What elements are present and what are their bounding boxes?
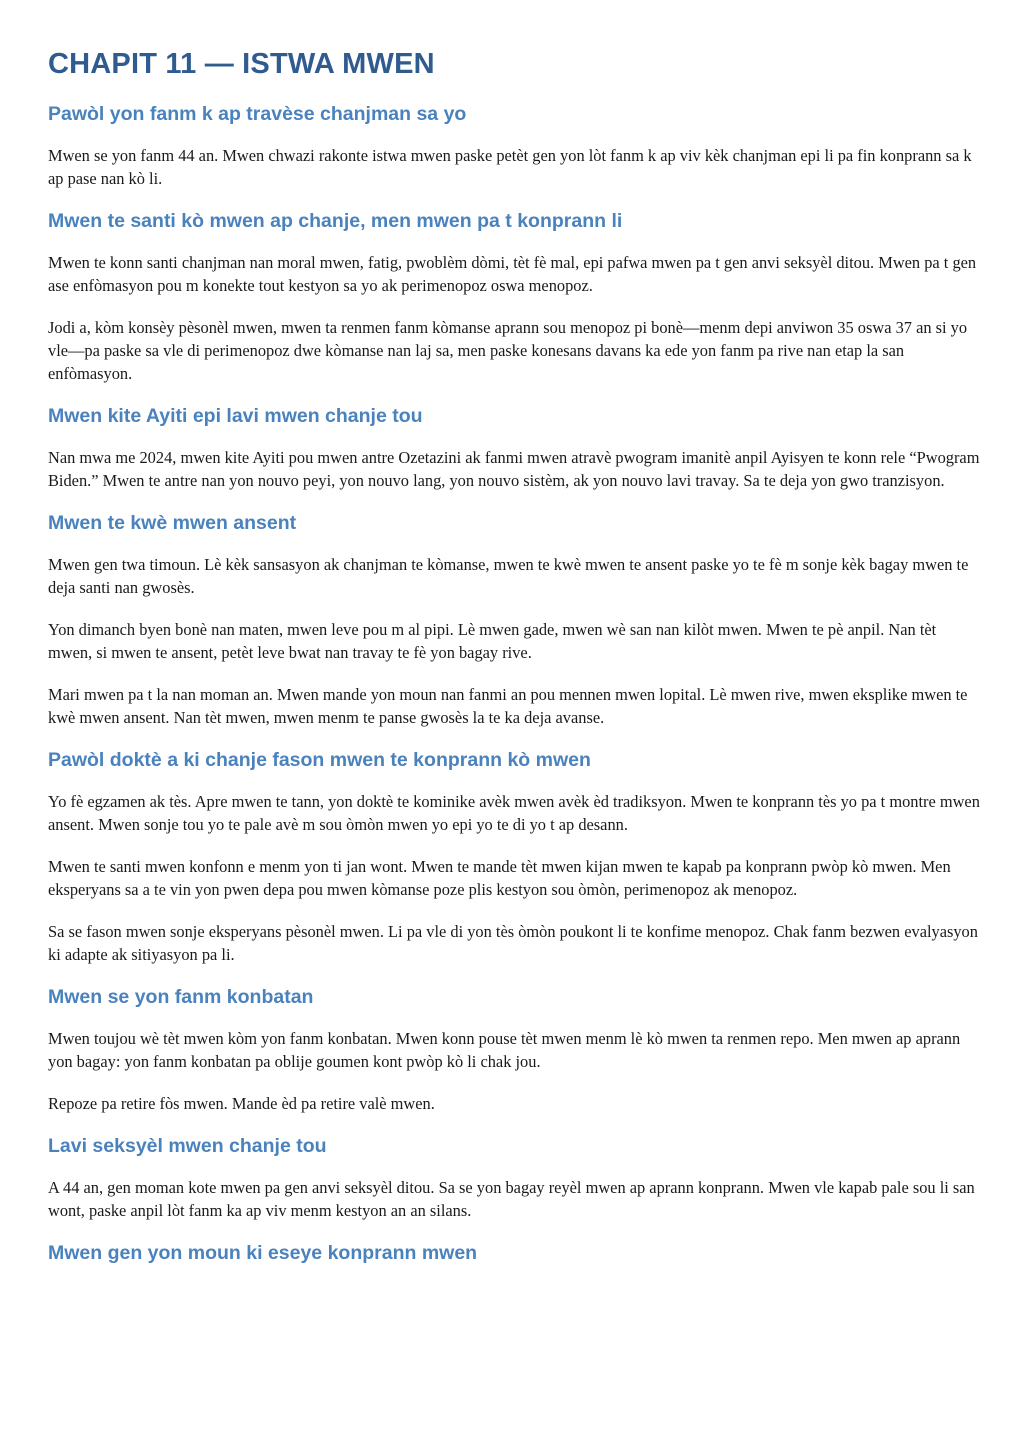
- paragraph: Yon dimanch byen bonè nan maten, mwen leve pou m al pipi. Lè mwen gade, mwen wè san nan kilòt mwen. Mwen te pè anpil. Nan tèt mwen, si mwen te ansent, petèt leve bwat nan travay te fè yon bagay rive.: [48, 620, 937, 662]
- paragraph: Mwen te santi mwen konfonn e menm yon ti jan wont. Mwen te mande tèt mwen kijan mwen te kapab pa konprann pwòp kò mwen. Men eksperyans sa a te vin yon pwen depa pou mwen kòmanse poze plis kestyon sou òmòn, perimenopoz ak menopoz.: [48, 857, 951, 899]
- section-heading-3: Mwen kite Ayiti epi lavi mwen chanje tou: [48, 405, 423, 427]
- section-heading-7: Lavi seksyèl mwen chanje tou: [48, 1135, 327, 1157]
- paragraph: Jodi a, kòm konsèy pèsonèl mwen, mwen ta renmen fanm kòmanse aprann sou menopoz pi bonè—menm depi anviwon 35 oswa 37 an si yo vle—pa paske sa vle di perimenopoz dwe kòmanse nan laj sa, men paske konesans davans ka ede yon fanm pa rive nan etap la san enfòmasyon.: [48, 318, 968, 383]
- paragraph: Mwen toujou wè tèt mwen kòm yon fanm konbatan. Mwen konn pouse tèt mwen menm lè kò mwen ta renmen repo. Men mwen ap aprann yon bagay: yon fanm konbatan pa oblije goumen kont pwòp kò li chak jou.: [48, 1029, 961, 1071]
- section-heading-1: Pawòl yon fanm k ap travèse chanjman sa yo: [48, 103, 467, 125]
- chapter-title: CHAPIT 11 — ISTWA MWEN: [48, 48, 435, 80]
- paragraph: Yo fè egzamen ak tès. Apre mwen te tann, yon doktè te kominike avèk mwen avèk èd tradiksyon. Mwen te konprann tès yo pa t montre mwen ansent. Mwen sonje tou yo te pale avè m sou òmòn mwen yo epi yo te di yo t ap desann.: [48, 792, 980, 834]
- paragraph: Repoze pa retire fòs mwen. Mande èd pa retire valè mwen.: [48, 1094, 435, 1113]
- paragraph: A 44 an, gen moman kote mwen pa gen anvi seksyèl ditou. Sa se yon bagay reyèl mwen ap aprann konprann. Mwen vle kapab pale sou li san wont, paske anpil lòt fanm ka ap viv menm kestyon an an silans.: [48, 1178, 975, 1220]
- paragraph: Mwen te konn santi chanjman nan moral mwen, fatig, pwoblèm dòmi, tèt fè mal, epi pafwa mwen pa t gen anvi seksyèl ditou. Mwen pa t gen ase enfòmasyon pou m konekte tout kestyon sa yo ak perimenopoz oswa menopoz.: [48, 253, 977, 295]
- section-heading-5: Pawòl doktè a ki chanje fason mwen te konprann kò mwen: [48, 749, 591, 771]
- section-heading-6: Mwen se yon fanm konbatan: [48, 986, 314, 1008]
- section-heading-2: Mwen te santi kò mwen ap chanje, men mwen pa t konprann li: [48, 210, 623, 232]
- paragraph: Mari mwen pa t la nan moman an. Mwen mande yon moun nan fanmi an pou mennen mwen lopital. Lè mwen rive, mwen eksplike mwen te kwè mwen ansent. Nan tèt mwen, mwen menm te panse gwosès la te ka deja avanse.: [48, 685, 968, 727]
- paragraph: Mwen se yon fanm 44 an. Mwen chwazi rakonte istwa mwen paske petèt gen yon lòt fanm k ap viv kèk chanjman epi li pa fin konprann sa k ap pase nan kò li.: [48, 146, 972, 188]
- document-page: [48, 44, 983, 1283]
- paragraph: Sa se fason mwen sonje eksperyans pèsonèl mwen. Li pa vle di yon tès òmòn poukont li te konfime menopoz. Chak fanm bezwen evalyasyon ki adapte ak sitiyasyon pa li.: [48, 922, 978, 964]
- section-heading-8: Mwen gen yon moun ki eseye konprann mwen: [48, 1242, 478, 1264]
- paragraph: Nan mwa me 2024, mwen kite Ayiti pou mwen antre Ozetazini ak fanmi mwen atravè pwogram imanitè anpil Ayisyen te konn rele “Pwogram Biden.” Mwen te antre nan yon nouvo peyi, yon nouvo lang, yon nouvo sistèm, ak yon nouvo lavi travay. Sa te deja yon gwo tranzisyon.: [48, 448, 980, 490]
- paragraph: Mwen gen twa timoun. Lè kèk sansasyon ak chanjman te kòmanse, mwen te kwè mwen te ansent paske yo te fè m sonje kèk bagay mwen te deja santi nan gwosès.: [48, 555, 969, 597]
- section-heading-4: Mwen te kwè mwen ansent: [48, 512, 297, 534]
